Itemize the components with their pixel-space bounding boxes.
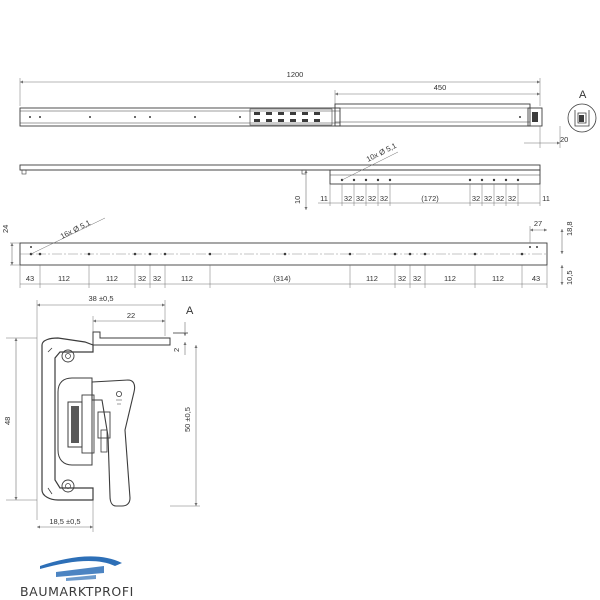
side-dim-10: 11 [542,194,550,203]
side-dim-8: 32 [495,194,505,203]
side-dim-7: 32 [483,194,493,203]
brand-name: BAUMARKTPROFI [20,584,134,599]
side-dim-5: (172) [421,194,439,203]
dim-extension: 450 [433,83,447,92]
rail-dim-8: 32 [397,274,407,283]
mounting-flange [93,332,170,345]
rail-dim-1: 112 [58,274,70,283]
side-dim-0: 11 [320,194,328,203]
side-dim-6: 32 [471,194,481,203]
rail-dim-9: 32 [412,274,422,283]
dim-width-total: 38 ±0,5 [88,294,114,303]
dim-rail-height: 24 [1,224,10,233]
section-label-a: A [186,305,194,317]
rail-dim-3: 32 [137,274,147,283]
dim-flange-width: 22 [126,311,136,320]
inner-rail-extended [335,104,530,126]
rail-dim-5: 112 [181,274,193,283]
rail-dim-11: 112 [492,274,504,283]
hole-note-rail: 16x Ø 5,1 [58,217,92,241]
dim-bottom-width: 18,5 ±0,5 [49,517,81,526]
dim-flange-thickness: 2 [172,347,181,352]
drawer-mount-bracket [330,170,540,184]
dim-height-left: 48 [3,416,12,425]
roof-swoosh-icon [40,556,122,581]
rail-side-profile [20,165,540,170]
dim-offset-right: 20 [560,135,569,144]
dim-right-height: 18,8 [565,221,574,236]
rail-dim-0: 43 [25,274,35,283]
detail-marker-a: A [579,89,587,101]
dim-bottom-height: 10,5 [565,270,574,285]
side-dim-3: 32 [367,194,377,203]
hole-note-side: 10x Ø 5,1 [364,140,398,164]
brand-logo[interactable] [20,556,134,599]
rail-dim-7: 112 [366,274,378,283]
ball-cage [250,109,332,125]
ball-bearing-bottom [62,480,74,492]
dim-right-offset: 27 [533,219,543,228]
side-dim-9: 32 [507,194,517,203]
outer-rail-top [20,108,340,126]
rail-dim-4: 32 [152,274,162,283]
rail-dim-2: 112 [106,274,118,283]
rail-dim-6: (314) [273,274,291,283]
side-view [20,141,550,210]
dim-total-length: 1200 [286,70,304,79]
dim-height-right: 50 ±0,5 [183,407,192,432]
rail-dim-10: 112 [444,274,456,283]
side-dim-4: 32 [379,194,389,203]
release-lever [92,380,135,506]
rail-hole-view [1,218,574,288]
side-dim-2: 32 [355,194,365,203]
section-a-detail [3,294,200,532]
dim-side-height: 10 [293,195,302,204]
rail-dim-12: 43 [531,274,541,283]
side-dim-1: 32 [343,194,353,203]
top-view [20,70,596,148]
